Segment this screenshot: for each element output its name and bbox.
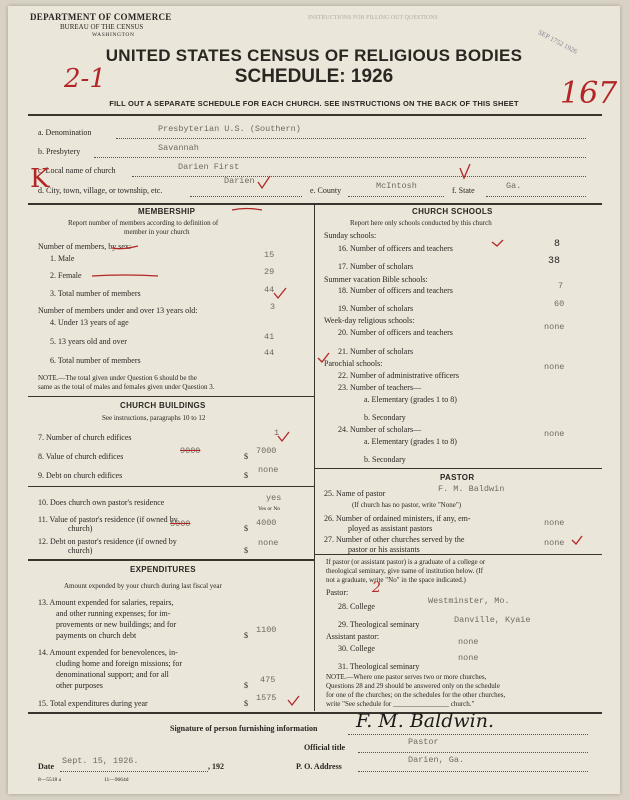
q11-value[interactable]: 4000 [256, 518, 277, 528]
date-label: Date [38, 762, 54, 771]
q10-label: 10. Does church own pastor's residence [38, 498, 165, 507]
form-number: 8—5518 a [38, 777, 62, 783]
q25-value[interactable]: F. M. Baldwin [438, 484, 505, 494]
q3-value[interactable]: 44 [264, 285, 275, 295]
q17-value[interactable]: 38 [548, 256, 561, 267]
handwritten-left-mark: 2-1 [64, 64, 106, 94]
q29-label: 29. Theological seminary [338, 620, 420, 629]
age-header: Number of members under and over 13 years old: [38, 306, 198, 315]
q23a-label: a. Elementary (grades 1 to 8) [364, 395, 457, 404]
q23-label: 23. Number of teachers— [338, 383, 422, 392]
q4-value[interactable]: 3 [270, 302, 276, 312]
q27-value[interactable]: none [544, 538, 565, 548]
q17-label: 17. Number of scholars [338, 262, 414, 271]
q3-label: 3. Total number of members [50, 289, 141, 298]
q14-label-b: cluding home and foreign missions; for [56, 659, 182, 668]
pastor-header: PASTOR [440, 473, 475, 482]
stamp-year: 1926 [562, 42, 579, 56]
q14-label-d: other purposes [56, 681, 103, 690]
q5-label: 5. 13 years old and over [50, 337, 127, 346]
city-value[interactable]: Darien [224, 176, 255, 186]
q11-struck-value: 5000 [170, 519, 191, 529]
q24-label: 24. Number of scholars— [338, 425, 422, 434]
stamp-number: 1752 [548, 34, 565, 49]
summer-header: Summer vacation Bible schools: [324, 275, 428, 284]
official-title-label: Official title [304, 743, 346, 752]
check-mark-q6 [318, 353, 329, 362]
form-title: UNITED STATES CENSUS OF RELIGIOUS BODIES [105, 46, 523, 65]
q4-label: 4. Under 13 years of age [50, 318, 129, 327]
q1-value[interactable]: 15 [264, 250, 275, 260]
q27-label-a: 27. Number of other churches served by the [324, 535, 465, 544]
check-mark-total [274, 288, 286, 298]
q24a-value[interactable]: none [544, 429, 565, 439]
q15-value[interactable]: 1575 [256, 693, 277, 703]
q9-dollar: $ [244, 471, 248, 480]
check-mark-county [460, 164, 470, 178]
washington-label: WASHINGTON [92, 32, 135, 38]
q12-label-b: church) [68, 546, 93, 555]
weekday-header: Week-day religious schools: [324, 316, 415, 325]
q14-label-a: 14. Amount expended for benevolences, in- [38, 648, 178, 657]
schedule-title: SCHEDULE: 1926 [234, 66, 394, 87]
q24b-label: b. Secondary [364, 455, 406, 464]
buildings-sub: See instructions, paragraphs 10 to 12 [102, 414, 206, 422]
q18-value[interactable]: 7 [558, 281, 564, 291]
q13-label-b: and other running expenses; for im- [56, 609, 171, 618]
schools-header: CHURCH SCHOOLS [412, 207, 493, 216]
q2-label: 2. Female [50, 271, 82, 280]
by-sex-label: Number of members, by sex: [38, 242, 132, 251]
membership-sub1: Report number of members according to definition of [68, 219, 219, 227]
q29-value[interactable]: Danville, Kyaie [454, 615, 531, 625]
q7-label: 7. Number of church edifices [38, 433, 132, 442]
q12-label-a: 12. Debt on pastor's residence (if owned by [38, 537, 177, 546]
date-year-suffix: , 192 [208, 762, 224, 771]
membership-note2: same as the total of males and females given under Question 3. [38, 383, 215, 391]
local-name-value[interactable]: Darien First [178, 162, 240, 172]
pastor-note-3: for one of the churches; on the schedules for the other churches, [326, 691, 506, 699]
signature-value[interactable]: F. M. Baldwin. [356, 710, 494, 732]
county-value[interactable]: McIntosh [376, 181, 417, 191]
q20-value[interactable]: none [544, 322, 565, 332]
q7-value[interactable]: 1 [274, 428, 280, 438]
presbytery-value[interactable]: Savannah [158, 143, 199, 153]
po-address-label: P. O. Address [296, 762, 342, 771]
check-mark-city [258, 176, 270, 188]
membership-note1: NOTE.—The total given under Question 6 should be the [38, 374, 197, 382]
print-number: 11—9664d [104, 777, 129, 783]
q6-label: 6. Total number of members [50, 356, 141, 365]
schools-sub: Report here only schools conducted by this church [350, 219, 492, 227]
state-value[interactable]: Ga. [506, 181, 522, 191]
q15-label: 15. Total expenditures during year [38, 699, 148, 708]
yes-no-hint: Yes or No [258, 506, 281, 512]
po-address-value[interactable]: Darien, Ga. [408, 755, 465, 765]
pastor-note-4: write "See schedule for ________________ church." [326, 700, 475, 708]
q13-dollar: $ [244, 631, 248, 640]
presbytery-label: b. Presbytery [38, 147, 81, 156]
q30-value[interactable]: none [458, 637, 479, 647]
official-title-value[interactable]: Pastor [408, 737, 439, 747]
graduate-text-3: not a graduate, write "No" in the space indicated.) [326, 576, 466, 584]
assistant-subhead: Assistant pastor: [326, 632, 380, 641]
q22-value[interactable]: none [544, 362, 565, 372]
census-schedule-sheet [8, 6, 620, 794]
q25-hint: (If church has no pastor, write "None") [352, 501, 462, 509]
red-ink-marks [8, 6, 620, 794]
q13-label-c: provements or new buildings; and for [56, 620, 177, 629]
q20-label: 20. Number of officers and teachers [338, 328, 453, 337]
department-label: DEPARTMENT OF COMMERCE [30, 12, 172, 22]
q31-label: 31. Theological seminary [338, 662, 420, 671]
q11-label-a: 11. Value of pastor's residence (if owned by [38, 515, 178, 524]
q5-value[interactable]: 41 [264, 332, 275, 342]
pastor-note-1: NOTE.—Where one pastor serves two or more churches, [326, 673, 487, 681]
q26-label-b: ployed as assistant pastors [348, 524, 433, 533]
q10-value[interactable]: yes [266, 493, 282, 503]
denomination-value[interactable]: Presbyterian U.S. (Southern) [158, 124, 301, 134]
q28-value[interactable]: Westminster, Mo. [428, 596, 510, 606]
graduate-text-1: If pastor (or assistant pastor) is a graduate of a college or [326, 558, 486, 566]
q11-dollar: $ [244, 524, 248, 533]
q30-label: 30. College [338, 644, 375, 653]
q12-dollar: $ [244, 546, 248, 555]
expenditures-sub: Amount expended by your church during last fiscal year [64, 582, 222, 590]
q13-value[interactable]: 1100 [256, 625, 277, 635]
q22-label: 22. Number of administrative officers [338, 371, 459, 380]
bleed-through-text: INSTRUCTIONS FOR FILLING OUT QUESTIONS [308, 15, 438, 21]
county-label: e. County [310, 186, 342, 195]
handwritten-check-k: K [30, 164, 50, 194]
q1-label: 1. Male [50, 254, 75, 263]
parochial-header: Parochial schools: [324, 359, 383, 368]
q26-label-a: 26. Number of ordained ministers, if any, em- [324, 514, 471, 523]
q18-label: 18. Number of officers and teachers [338, 286, 453, 295]
q2-value[interactable]: 29 [264, 267, 275, 277]
q6-value[interactable]: 44 [264, 348, 275, 358]
bureau-label: BUREAU OF THE CENSUS [60, 23, 144, 31]
q14-dollar: $ [244, 681, 248, 690]
underline-female [92, 275, 158, 276]
q25-label: 25. Name of pastor [324, 489, 386, 498]
q26-value[interactable]: none [544, 518, 565, 528]
q8-struck-value: 9000 [180, 446, 201, 456]
denomination-label: a. Denomination [38, 128, 92, 137]
q19-label: 19. Number of scholars [338, 304, 414, 313]
state-label: f. State [452, 186, 475, 195]
q19-value[interactable]: 60 [554, 299, 565, 309]
q9-label: 9. Debt on church edifices [38, 471, 123, 480]
check-mark-q27 [572, 536, 582, 544]
q31-value[interactable]: none [458, 653, 479, 663]
handwritten-right-mark: 167 [560, 76, 618, 111]
q14-value[interactable]: 475 [260, 675, 276, 685]
pastor-subhead: Pastor: [326, 588, 349, 597]
q12-value[interactable]: none [258, 538, 279, 548]
check-mark-q7 [278, 432, 289, 441]
sunday-header: Sunday schools: [324, 231, 377, 240]
check-mark-q16 [492, 240, 503, 246]
q24a-label: a. Elementary (grades 1 to 8) [364, 437, 457, 446]
underline-by-sex [112, 246, 138, 249]
signature-label: Signature of person furnishing information [170, 724, 318, 733]
q28-label: 28. College [338, 602, 375, 611]
graduate-text-2: theological seminary, give name of institution below. (If [326, 567, 484, 575]
q9-value[interactable]: none [258, 465, 279, 475]
q16-label: 16. Number of officers and teachers [338, 244, 453, 253]
q14-label-c: denominational support; and for all [56, 670, 169, 679]
buildings-header: CHURCH BUILDINGS [120, 401, 206, 410]
local-name-label: c. Local name of church [38, 166, 116, 175]
q27-label-b: pastor or his assistants [348, 545, 420, 554]
q23b-label: b. Secondary [364, 413, 406, 422]
membership-sub2: member in your church [124, 228, 190, 236]
pastor-note-2: Questions 28 and 29 should be answered only on the schedule [326, 682, 500, 690]
q13-label-d: payments on church debt [56, 631, 137, 640]
q13-label-a: 13. Amount expended for salaries, repairs, [38, 598, 174, 607]
date-value[interactable]: Sept. 15, 1926. [62, 756, 139, 766]
underline-membership [232, 209, 262, 211]
city-label: d. City, town, village, or township, etc. [38, 186, 163, 195]
q15-dollar: $ [244, 699, 248, 708]
stamp-month: SEP [536, 28, 551, 41]
q8-dollar: $ [244, 452, 248, 461]
membership-header: MEMBERSHIP [138, 207, 196, 216]
q16-value[interactable]: 8 [554, 239, 561, 250]
check-mark-q15 [288, 696, 299, 705]
handwritten-pastor-mark: 2 [372, 580, 381, 596]
fill-out-instruction: FILL OUT A SEPARATE SCHEDULE FOR EACH CHURCH. SEE INSTRUCTIONS ON THE BACK OF THIS SHEET [109, 99, 519, 108]
q21-label: 21. Number of scholars [338, 347, 414, 356]
q8-value[interactable]: 7000 [256, 446, 277, 456]
expenditures-header: EXPENDITURES [130, 565, 196, 574]
q11-label-b: church) [68, 524, 93, 533]
q8-label: 8. Value of church edifices [38, 452, 124, 461]
